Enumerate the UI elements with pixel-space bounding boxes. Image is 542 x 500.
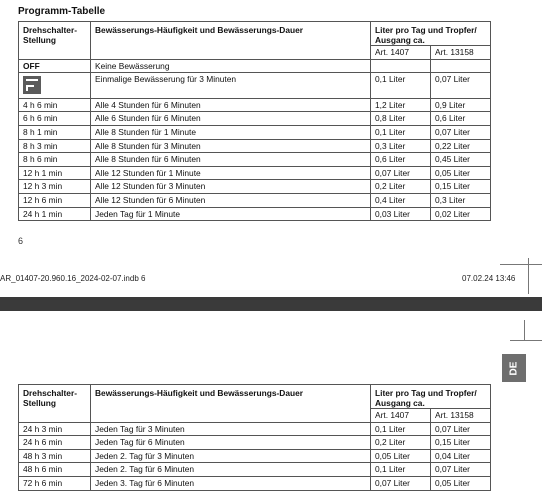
header-art-13158: Art. 13158 bbox=[431, 409, 491, 423]
description-cell: Alle 4 Stunden für 6 Minuten bbox=[91, 98, 371, 112]
liters-art-13158-cell: 0,9 Liter bbox=[431, 98, 491, 112]
page-heading: Programm-Tabelle bbox=[18, 6, 106, 17]
header-art-1407: Art. 1407 bbox=[371, 46, 431, 60]
table-row bbox=[19, 112, 491, 126]
description-cell: Alle 8 Stunden für 6 Minuten bbox=[91, 153, 371, 167]
liters-art-13158-cell: 0,05 Liter bbox=[431, 476, 491, 490]
page-number: 6 bbox=[18, 236, 24, 246]
position-cell: 24 h 1 min bbox=[19, 207, 91, 221]
liters-art-1407-cell: 0,07 Liter bbox=[371, 476, 431, 490]
position-cell: 8 h 3 min bbox=[19, 139, 91, 153]
description-cell: Alle 8 Stunden für 1 Minute bbox=[91, 125, 371, 139]
table-row bbox=[19, 73, 491, 99]
liters-art-1407-cell: 0,2 Liter bbox=[371, 180, 431, 194]
position-cell bbox=[19, 73, 91, 99]
table-row bbox=[19, 436, 491, 450]
position-cell: 12 h 3 min bbox=[19, 180, 91, 194]
table-row bbox=[19, 98, 491, 112]
table-row bbox=[19, 207, 491, 221]
position-cell: 72 h 6 min bbox=[19, 476, 91, 490]
program-table-1 bbox=[18, 21, 491, 221]
description-cell: Einmalige Bewässerung für 3 Minuten bbox=[91, 73, 371, 99]
description-cell: Jeden 2. Tag für 3 Minuten bbox=[91, 449, 371, 463]
table-row bbox=[19, 166, 491, 180]
crop-mark bbox=[524, 320, 525, 340]
position-cell: 12 h 1 min bbox=[19, 166, 91, 180]
liters-art-13158-cell: 0,07 Liter bbox=[431, 125, 491, 139]
liters-art-1407-cell: 0,1 Liter bbox=[371, 422, 431, 436]
liters-art-1407-cell: 0,8 Liter bbox=[371, 112, 431, 126]
table-row bbox=[19, 449, 491, 463]
header-frequency: Bewässerungs-Häufigkeit und Bewässerungs-Dauer bbox=[91, 385, 371, 423]
liters-art-13158-cell: 0,07 Liter bbox=[431, 422, 491, 436]
description-cell: Alle 12 Stunden für 6 Minuten bbox=[91, 193, 371, 207]
program-table-2-body bbox=[19, 422, 491, 490]
table-row bbox=[19, 59, 491, 73]
liters-art-13158-cell: 0,6 Liter bbox=[431, 112, 491, 126]
header-frequency: Bewässerungs-Häufigkeit und Bewässerungs-Dauer bbox=[91, 22, 371, 60]
description-cell: Jeden 2. Tag für 6 Minuten bbox=[91, 463, 371, 477]
table-row bbox=[19, 422, 491, 436]
description-cell: Alle 6 Stunden für 6 Minuten bbox=[91, 112, 371, 126]
table-row bbox=[19, 153, 491, 167]
liters-art-13158-cell: 0,04 Liter bbox=[431, 449, 491, 463]
description-cell: Keine Bewässerung bbox=[91, 59, 371, 73]
liters-art-13158-cell: 0,3 Liter bbox=[431, 193, 491, 207]
position-cell: 6 h 6 min bbox=[19, 112, 91, 126]
liters-art-1407-cell: 0,05 Liter bbox=[371, 449, 431, 463]
table-row bbox=[19, 180, 491, 194]
description-cell: Alle 12 Stunden für 1 Minute bbox=[91, 166, 371, 180]
liters-art-13158-cell: 0,22 Liter bbox=[431, 139, 491, 153]
crop-mark bbox=[510, 340, 542, 341]
table-row bbox=[19, 476, 491, 490]
footer-filename: AR_01407-20.960.16_2024-02-07.indb 6 bbox=[0, 274, 146, 283]
header-position: Drehschalter-Stellung bbox=[19, 385, 91, 423]
liters-art-1407-cell: 0,6 Liter bbox=[371, 153, 431, 167]
header-art-1407: Art. 1407 bbox=[371, 409, 431, 423]
liters-art-13158-cell: 0,15 Liter bbox=[431, 436, 491, 450]
liters-art-13158-cell: 0,07 Liter bbox=[431, 463, 491, 477]
liters-art-13158-cell: 0,07 Liter bbox=[431, 73, 491, 99]
page-gap bbox=[0, 297, 542, 311]
header-liters: Liter pro Tag und Tropfer/ Ausgang ca. bbox=[371, 22, 491, 46]
header-position: Drehschalter-Stellung bbox=[19, 22, 91, 60]
crop-mark bbox=[500, 264, 542, 265]
liters-art-1407-cell: 0,2 Liter bbox=[371, 436, 431, 450]
table-row bbox=[19, 193, 491, 207]
description-cell: Alle 8 Stunden für 3 Minuten bbox=[91, 139, 371, 153]
liters-art-1407-cell: 0,4 Liter bbox=[371, 193, 431, 207]
table-row bbox=[19, 463, 491, 477]
language-tab-label: DE bbox=[508, 361, 520, 375]
program-table-2 bbox=[18, 384, 491, 491]
liters-art-13158-cell: 0,02 Liter bbox=[431, 207, 491, 221]
position-cell: 24 h 6 min bbox=[19, 436, 91, 450]
liters-art-13158-cell bbox=[431, 59, 491, 73]
footer-timestamp: 07.02.24 13:46 bbox=[462, 274, 516, 283]
program-table-1-body bbox=[19, 59, 491, 221]
position-cell: 24 h 3 min bbox=[19, 422, 91, 436]
liters-art-1407-cell: 1,2 Liter bbox=[371, 98, 431, 112]
liters-art-13158-cell: 0,05 Liter bbox=[431, 166, 491, 180]
table-row bbox=[19, 125, 491, 139]
header-art-13158: Art. 13158 bbox=[431, 46, 491, 60]
liters-art-1407-cell: 0,1 Liter bbox=[371, 73, 431, 99]
liters-art-1407-cell: 0,3 Liter bbox=[371, 139, 431, 153]
position-cell: 48 h 3 min bbox=[19, 449, 91, 463]
position-cell: 8 h 1 min bbox=[19, 125, 91, 139]
position-cell: OFF bbox=[19, 59, 91, 73]
description-cell: Jeden Tag für 6 Minuten bbox=[91, 436, 371, 450]
liters-art-1407-cell: 0,03 Liter bbox=[371, 207, 431, 221]
description-cell: Jeden 3. Tag für 6 Minuten bbox=[91, 476, 371, 490]
position-cell: 48 h 6 min bbox=[19, 463, 91, 477]
position-cell: 4 h 6 min bbox=[19, 98, 91, 112]
liters-art-1407-cell: 0,07 Liter bbox=[371, 166, 431, 180]
liters-art-13158-cell: 0,15 Liter bbox=[431, 180, 491, 194]
liters-art-13158-cell: 0,45 Liter bbox=[431, 153, 491, 167]
liters-art-1407-cell: 0,1 Liter bbox=[371, 463, 431, 477]
description-cell: Jeden Tag für 1 Minute bbox=[91, 207, 371, 221]
position-cell: 8 h 6 min bbox=[19, 153, 91, 167]
position-cell: 12 h 6 min bbox=[19, 193, 91, 207]
table-row bbox=[19, 139, 491, 153]
liters-art-1407-cell: 0,1 Liter bbox=[371, 125, 431, 139]
tap-icon bbox=[23, 76, 41, 94]
liters-art-1407-cell bbox=[371, 59, 431, 73]
description-cell: Alle 12 Stunden für 3 Minuten bbox=[91, 180, 371, 194]
language-tab bbox=[502, 354, 526, 382]
header-liters: Liter pro Tag und Tropfer/ Ausgang ca. bbox=[371, 385, 491, 409]
description-cell: Jeden Tag für 3 Minuten bbox=[91, 422, 371, 436]
